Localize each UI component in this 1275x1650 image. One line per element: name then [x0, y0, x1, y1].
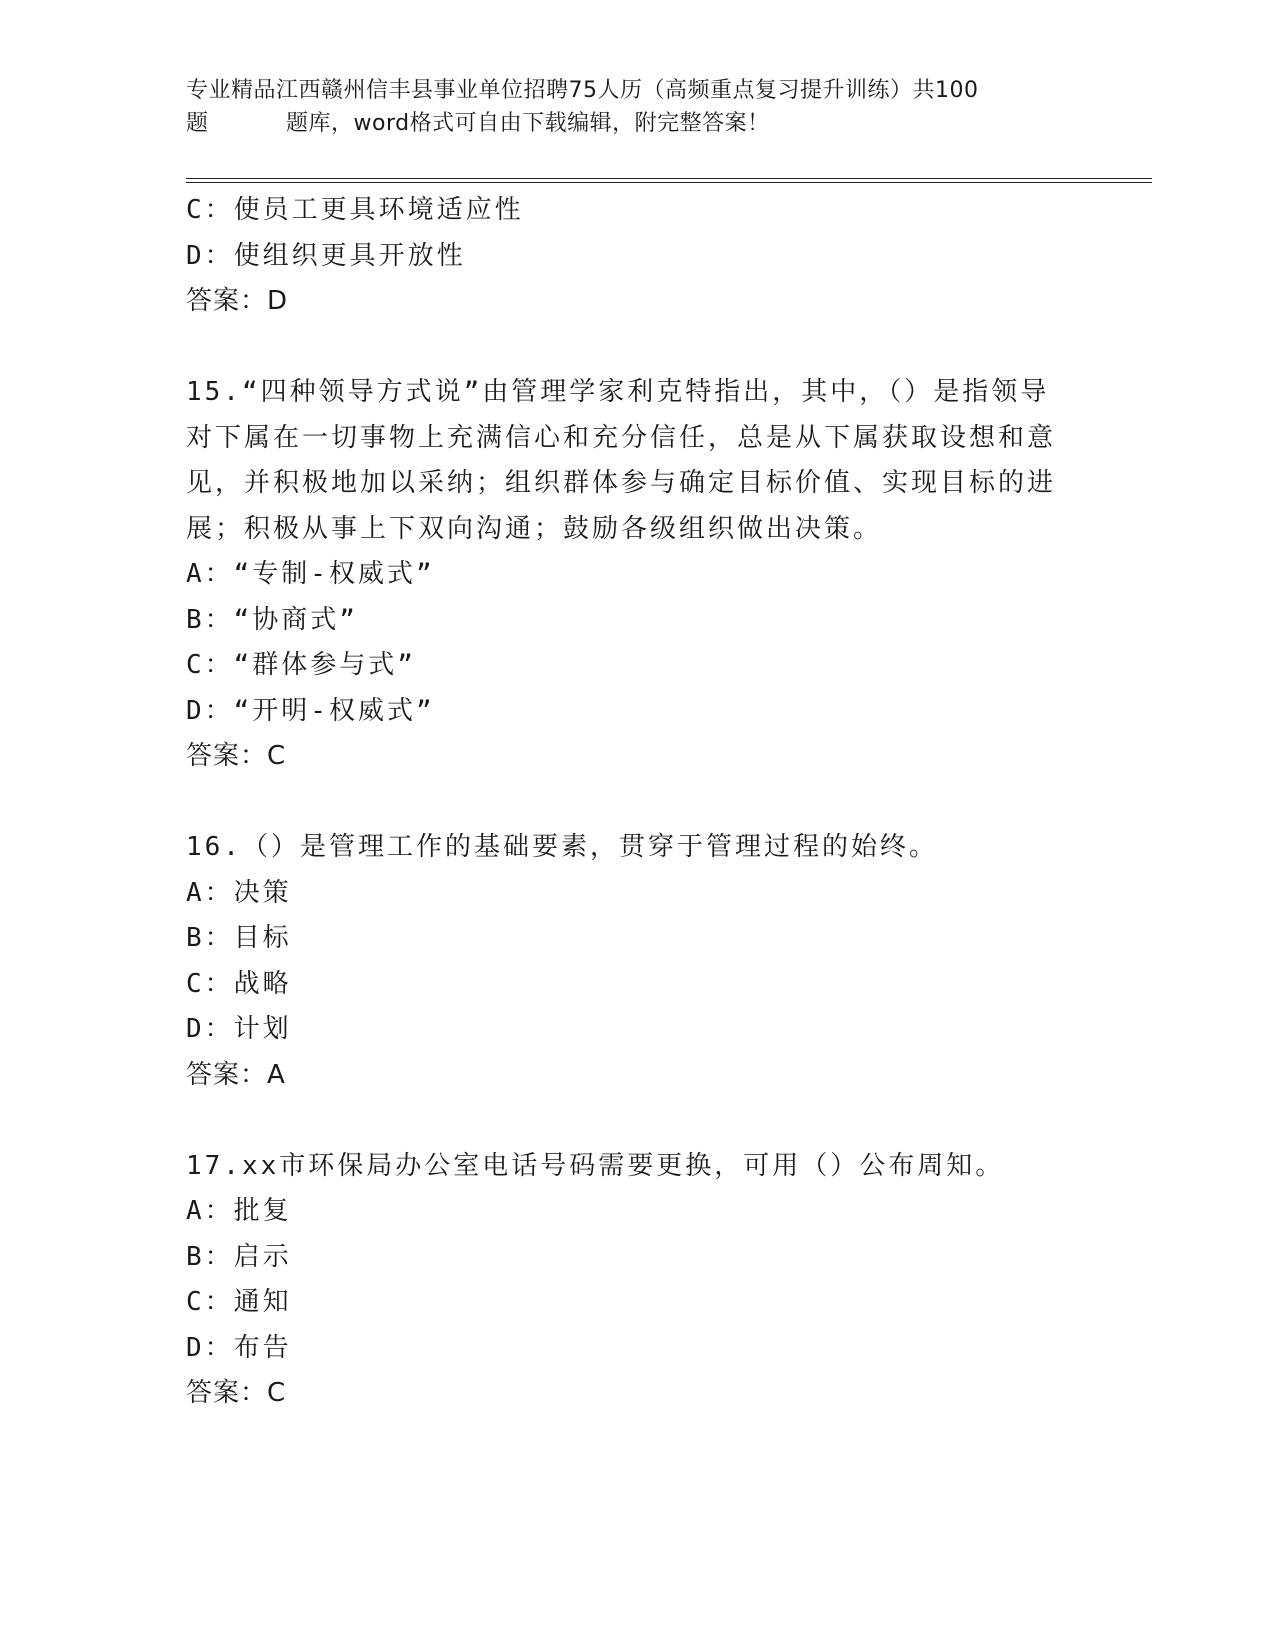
question-15	[186, 370, 1086, 780]
header-divider-bottom	[186, 182, 1152, 183]
header-title-line2-start: 题	[186, 111, 209, 136]
header-title-line2-end: 题库，word格式可自由下载编辑，附完整答案！	[286, 111, 770, 136]
header-title-line2	[186, 107, 1086, 140]
option-d: D：“开明-权威式”	[186, 695, 435, 726]
option-d: D：布告	[186, 1332, 292, 1363]
option-c: C：通知	[186, 1287, 292, 1317]
spacer	[186, 780, 1086, 826]
option-b: B：目标	[186, 923, 292, 953]
question-17	[186, 1144, 1086, 1417]
answer-line: 答案：A	[186, 1059, 286, 1090]
answer-line: 答案：C	[186, 741, 287, 771]
answer-line: 答案：C	[186, 1378, 287, 1408]
answer-line: 答案：D	[186, 286, 289, 316]
question-stem-line: 16.（）是管理工作的基础要素，贯穿于管理过程的始终。	[186, 832, 938, 862]
option-c: C：“群体参与式”	[186, 650, 416, 680]
option-a: A：“专制-权威式”	[186, 559, 435, 589]
option-b: B：启示	[186, 1241, 292, 1272]
question-stem-line: 15.“四种领导方式说”由管理学家利克特指出，其中，（）是指领导	[186, 377, 1050, 407]
document-body	[186, 188, 1086, 1417]
option-c: C：使员工更具环境适应性	[186, 195, 524, 225]
spacer	[186, 325, 1086, 371]
question-stem-line: 展；积极从事上下双向沟通；鼓励各级组织做出决策。	[186, 513, 883, 544]
option-a: A：批复	[186, 1196, 292, 1226]
option-d: D：计划	[186, 1014, 292, 1044]
header-title-line1: 专业精品江西赣州信丰县事业单位招聘75人历（高频重点复习提升训练）共100	[186, 78, 979, 103]
spacer	[186, 1098, 1086, 1144]
question-stem-line: 对下属在一切事物上充满信心和充分信任，总是从下属获取设想和意	[186, 422, 1057, 453]
page-header	[186, 74, 1086, 140]
option-b: B：“协商式”	[186, 604, 358, 635]
question-stem-line: 17.xx市环保局办公室电话号码需要更换，可用（）公布周知。	[186, 1150, 1005, 1181]
question-16	[186, 825, 1086, 1098]
option-d: D：使组织更具开放性	[186, 240, 466, 271]
option-c: C：战略	[186, 968, 292, 999]
header-divider-top	[186, 178, 1152, 179]
option-a: A：决策	[186, 877, 292, 908]
question-stem-line: 见，并积极地加以采纳；组织群体参与确定目标价值、实现目标的进	[186, 468, 1057, 498]
question-14-continuation	[186, 188, 1086, 325]
